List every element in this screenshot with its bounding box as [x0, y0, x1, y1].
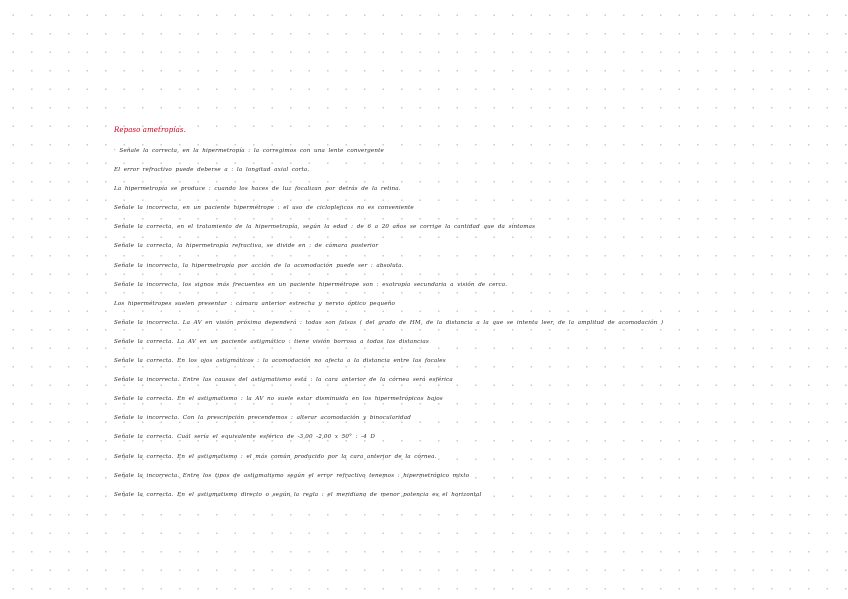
page-title: Repaso ametropías.: [114, 126, 186, 134]
note-line: Señale la correcta. En el astigmatismo : el más común producido por la cara anterior de la córnea.: [114, 453, 437, 460]
note-line: Señale la incorrecta. Entre los tipos de astigmatismo según el error refractivo tenemos : hipermetrópico mixto: [114, 472, 470, 479]
note-line: Señale la incorrecta. La AV en visión próxima dependerá : todas son falsas ( del grado de HM, de la distancia a la que se intenta leer, de la amplitud de acomodación ): [114, 319, 664, 326]
note-line: Señale la correcta. En el astigmatismo directo o según la regla : el meridiano de menor potencia es el horizontal: [114, 491, 482, 498]
note-line: · Señale la correcta, en la hipermetropía : la corregimos con una lente convergente: [114, 148, 384, 154]
note-line: Señale la correcta, en el tratamiento de la hipermetropía, según la edad : de 6 a 20 años se corrige la cantidad que da síntomas: [114, 224, 536, 231]
note-line: Señale la correcta. En los ojos astigmáticos : la acomodación no afecta a la distancia entre las focales: [114, 358, 446, 365]
note-line: Señale la correcta. La AV en un paciente astigmático : tiene visión borrosa a todas las distancias: [114, 338, 429, 345]
note-line: La hipermetropía se produce : cuando los haces de luz focalizan por detrás de la retina.: [114, 186, 401, 193]
note-line: Señale la incorrecta, la hipermetropía por acción de la acomodación puede ser : absoluta.: [114, 262, 404, 269]
note-line: Señale la incorrecta, en un paciente hipermétrope : el uso de cicloplejicos no es conveniente: [114, 205, 414, 212]
note-line: Señale la correcta. Cuál sería el equivalente esférico de -3,00 -2,00 x 50° : -4 D: [114, 434, 376, 441]
note-line: Señale la incorrecta. Con la prescripción precendemos : alterar acomodación y binocularidad: [114, 415, 411, 422]
note-line: Señale la correcta. En el astigmatismo : la AV no suele estar disminuida en los hipermetrópicos bajos: [114, 396, 443, 403]
note-line: El error refractivo puede deberse a : la longitud axial corta.: [114, 167, 310, 174]
note-line: Los hipermétropes suelen presentar : cámara anterior estrecha y nervio óptico pequeño: [114, 300, 395, 307]
note-line: Señale la correcta, la hipermetropía refractiva, se divide en : de cámara posterior: [114, 243, 379, 250]
notes-list: [114, 144, 714, 507]
note-line: Señale la incorrecta, los signos más frecuentes en un paciente hipermétrope son : exotropía secundaria a visión de cerca.: [114, 281, 508, 288]
note-line: Señale la incorrecta. Entre las causas del astigmatismo está : la cara anterior de la córnea será esférica: [114, 377, 453, 384]
